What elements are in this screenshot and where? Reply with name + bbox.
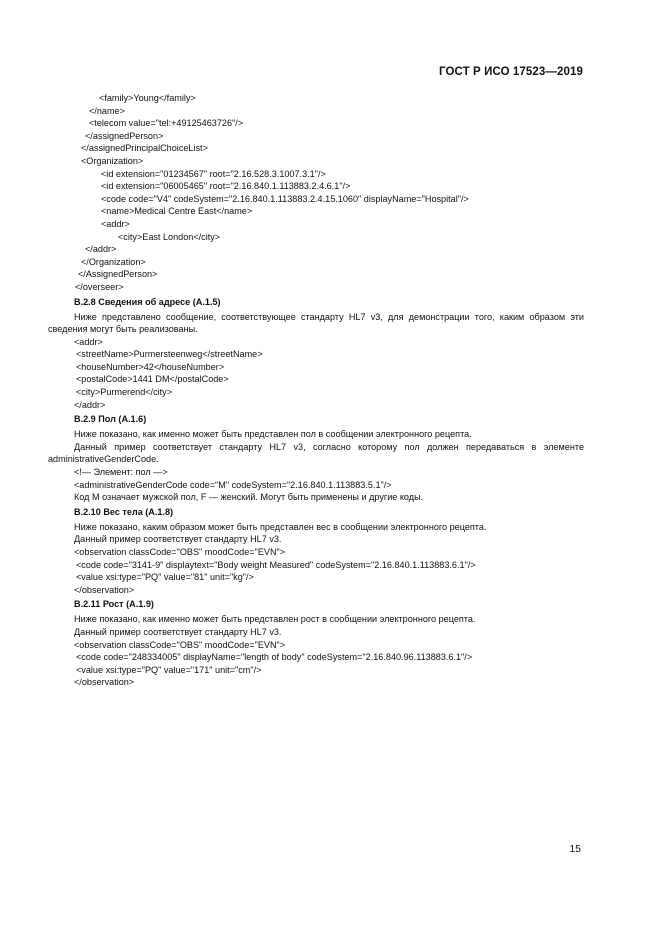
paragraph: Данный пример соответствует стандарту HL7 v3, согласно которому пол должен передаваться в элементе administrativeGenderCode.: [48, 441, 584, 465]
code-line: <Organization>: [81, 155, 144, 166]
code-line: </observation>: [74, 677, 135, 688]
code-line: <value xsi:type="PQ" value="81" unit="kg"/>: [76, 572, 254, 583]
code-line: </Organization>: [81, 256, 146, 267]
section-heading-weight: В.2.10 Вес тела (А.1.8): [74, 506, 174, 517]
code-line: <addr>: [74, 336, 103, 347]
section-heading-height: В.2.11 Рост (А.1.9): [74, 599, 154, 610]
code-line: </addr>: [85, 244, 117, 255]
paragraph: Код M означает мужской пол, F — женский. Могут быть применены и другие коды.: [74, 492, 424, 503]
code-block-gender: [48, 466, 584, 491]
code-line: </observation>: [74, 584, 135, 595]
page-number: 15: [569, 843, 581, 855]
code-block-height: [48, 639, 584, 689]
code-line: </name>: [89, 105, 125, 116]
section-heading-gender: В.2.9 Пол (А.1.6): [74, 414, 147, 425]
code-line: <city>East London</city>: [118, 231, 221, 242]
code-line: <id extension="06005465" root="2.16.840.1.113883.2.4.6.1"/>: [101, 181, 351, 192]
code-line: <houseNumber>42</houseNumber>: [76, 361, 225, 372]
code-line: <postalCode>1441 DM</postalCode>: [76, 374, 229, 385]
code-line: </assignedPerson>: [85, 130, 164, 141]
code-line: <family>Young</family>: [99, 93, 196, 103]
code-line: </overseer>: [75, 281, 124, 292]
paragraph: Ниже показано, как именно может быть представлен рост в сообщении электронного рецепта.: [74, 614, 476, 625]
code-line: <city>Purmerend</city>: [76, 387, 173, 398]
code-line: <id extension="01234567" root="2.16.528.3.1007.3.1"/>: [101, 168, 326, 179]
code-line: <observation classCode="OBS" moodCode="EVN">: [74, 547, 286, 557]
code-line: </assignedPrincipalChoiceList>: [81, 143, 208, 154]
code-line: <addr>: [101, 218, 130, 229]
paragraph: Данный пример соответствует стандарту HL7 v3.: [74, 626, 282, 637]
section-heading-address: В.2.8 Сведения об адресе (А.1.5): [74, 296, 221, 307]
code-line: <observation classCode="OBS" moodCode="EVN">: [74, 639, 286, 650]
code-block-weight: [48, 546, 584, 596]
code-line: <value xsi:type="PQ" value="171" unit="cm"/>: [76, 664, 262, 675]
code-line: <streetName>Purmersteenweg</streetName>: [76, 349, 263, 360]
page-content: [48, 92, 584, 689]
code-line: <code code="3141-9" displaytext="Body weight Measured" codeSystem="2.16.840.1.113883.6.1"/>: [76, 559, 476, 570]
code-line: <code code="248334005" displayName="length of body" codeSystem="2.16.840.96.113883.6.1"/>: [76, 652, 473, 663]
code-line: </addr>: [74, 399, 106, 410]
document-header: ГОСТ Р ИСО 17523—2019: [438, 66, 583, 78]
code-line: <!— Элемент: пол —>: [74, 467, 168, 478]
paragraph: Данный пример соответствует стандарту HL7 v3.: [74, 534, 282, 545]
code-line: <code code="V4" codeSystem="2.16.840.1.113883.2.4.15.1060" displayName="Hospital"/>: [101, 193, 469, 204]
code-line: <telecom value="tel:+49125463726"/>: [89, 118, 244, 129]
paragraph: Ниже показано, каким образом может быть представлен вес в сообщении электронного рецепта.: [74, 521, 487, 532]
code-block-organization: [48, 92, 584, 294]
paragraph: Ниже представлено сообщение, соответствующее стандарту HL7 v3, для демонстрации того, каким образом эти сведения могут быть реализованы.: [48, 311, 584, 335]
code-line: <name>Medical Centre East</name>: [101, 206, 253, 217]
code-line: <administrativeGenderCode code="M" codeSystem="2.16.840.1.113883.5.1"/>: [74, 479, 392, 490]
paragraph: Ниже показано, как именно может быть представлен пол в сообщении электронного рецепта.: [74, 429, 472, 440]
code-block-address: [48, 336, 584, 412]
code-line: </AssignedPerson>: [78, 269, 158, 280]
